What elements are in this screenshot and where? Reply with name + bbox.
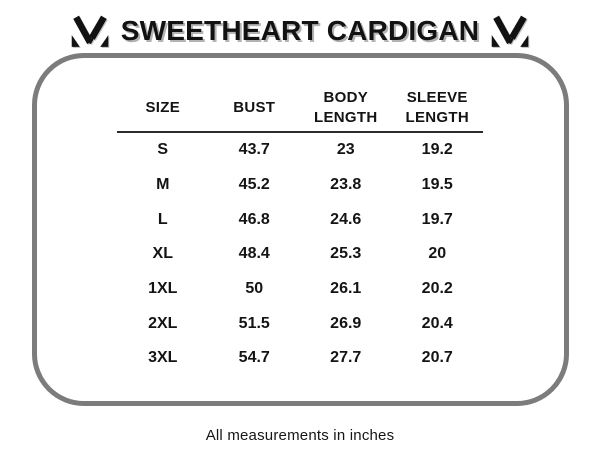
cell-sleeve-length: 20.2: [421, 280, 453, 298]
table-row: [117, 306, 483, 341]
table-row: [117, 132, 483, 168]
cell-sleeve-length: 19.7: [421, 210, 453, 228]
cell-size: 2XL: [148, 314, 178, 332]
table-header: [117, 85, 483, 132]
cell-body-length: 26.9: [330, 314, 362, 332]
cell-bust: 43.7: [238, 141, 270, 159]
header: [0, 2, 600, 60]
cell-bust: 51.5: [238, 314, 270, 332]
cell-body-length: 23: [336, 141, 355, 159]
cell-body-length: 25.3: [330, 245, 362, 263]
cell-body-length: 23.8: [330, 176, 362, 194]
cell-bust: 48.4: [238, 245, 270, 263]
cell-size: M: [156, 176, 170, 194]
column-header-body-length: BODY LENGTH: [300, 85, 392, 132]
cell-bust: 54.7: [238, 349, 270, 367]
cell-bust: 45.2: [238, 176, 270, 194]
brand-monogram-icon: [491, 15, 529, 48]
column-header-size: SIZE: [117, 85, 209, 132]
column-header-sleeve-length: SLEEVE LENGTH: [392, 85, 484, 132]
cell-body-length: 24.6: [330, 210, 362, 228]
size-chart-table: [117, 85, 483, 376]
column-header-bust: BUST: [209, 85, 301, 132]
table-row: [117, 202, 483, 237]
table-row: [117, 237, 483, 272]
cell-size: L: [157, 210, 168, 228]
cell-sleeve-length: 20: [428, 245, 447, 263]
cell-body-length: 27.7: [330, 349, 362, 367]
cell-size: S: [157, 141, 169, 159]
cell-size: 3XL: [148, 349, 178, 367]
table-body: [117, 132, 483, 376]
cell-sleeve-length: 19.5: [421, 176, 453, 194]
cell-sleeve-length: 19.2: [421, 141, 453, 159]
cell-size: 1XL: [148, 280, 178, 298]
table-row: [117, 341, 483, 376]
table-row: [117, 272, 483, 307]
cell-size: XL: [152, 245, 173, 263]
brand-monogram-icon: [71, 15, 109, 48]
cell-sleeve-length: 20.4: [421, 314, 453, 332]
cell-body-length: 26.1: [330, 280, 362, 298]
size-chart-border: [32, 53, 569, 406]
table-row: [117, 168, 483, 203]
cell-sleeve-length: 20.7: [421, 349, 453, 367]
table-header-row: [117, 85, 483, 132]
page-title: SWEETHEART CARDIGAN: [120, 15, 480, 46]
cell-bust: 50: [245, 280, 264, 298]
cell-bust: 46.8: [238, 210, 270, 228]
measurements-note: All measurements in inches: [205, 427, 395, 444]
